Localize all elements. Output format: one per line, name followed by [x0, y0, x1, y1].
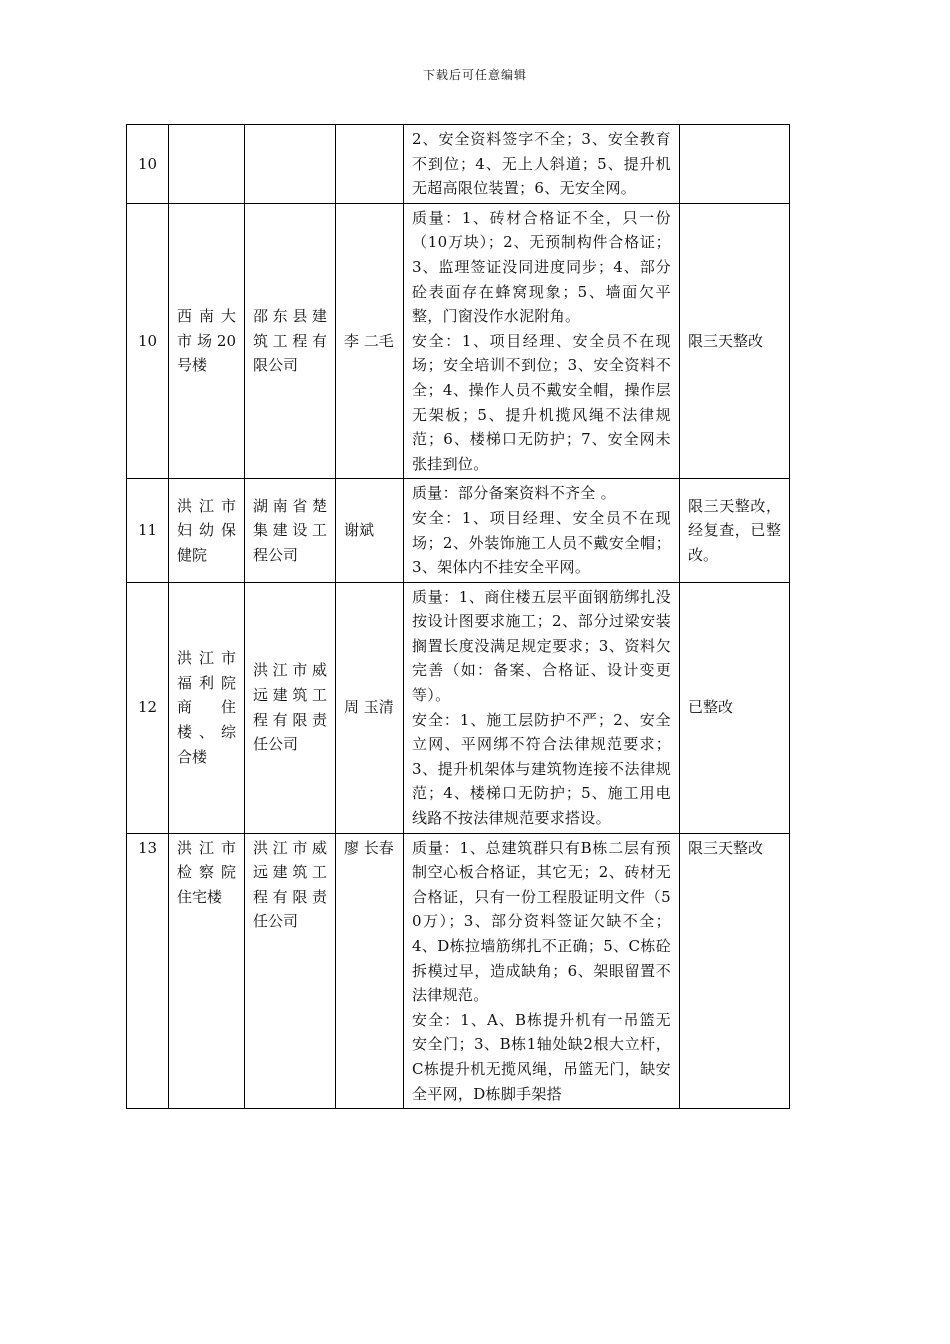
page-header: 下载后可任意编辑 [422, 68, 527, 82]
issue-paragraph: 质量：部分备案资料不齐全 。 [412, 484, 616, 503]
table-row [127, 203, 790, 479]
row-number: 10 [127, 203, 169, 479]
manager-name: 谢斌 [336, 479, 404, 582]
row-number: 10 [127, 125, 169, 204]
rectification-result [680, 125, 790, 204]
company-name: 邵东县建筑工程有限公司 [245, 203, 336, 479]
manager-name: 李 二毛 [336, 203, 404, 479]
issue-paragraph: 安全：1、施工层防护不严；2、安全立网、平网绑不符合法律规范要求；3、提升机架体与建筑物连接不法律规范；4、楼梯口无防护；5、施工用电线路不按法律规范要求搭设。 [412, 710, 671, 828]
issue-paragraph: 安全：1、项目经理、安全员不在现场；2、外装饰施工人员不戴安全帽；3、架体内不挂安全平网。 [412, 508, 671, 577]
manager-name: 廖 长春 [336, 833, 404, 1109]
manager-name: 周 玉清 [336, 582, 404, 833]
company-name [245, 125, 336, 204]
issue-paragraph: 质量：1、砖材合格证不全，只一份（10万块）；2、无预制构件合格证；3、监理签证没同进度同步；4、部分砼表面存在蜂窝现象；5、墙面欠平整，门窗没作水泥附角。 [412, 208, 671, 326]
project-name: 洪江市检察院住宅楼 [169, 833, 245, 1109]
issues-cell [404, 125, 680, 204]
issues-cell [404, 582, 680, 833]
issue-paragraph: 质量：1、商住楼五层平面钢筋绑扎没按设计图要求施工；2、部分过梁安装搁置长度没满足规定要求；3、资料欠完善（如：备案、合格证、设计变更等）。 [412, 587, 671, 705]
company-name: 湖南省楚集建设工程公司 [245, 479, 336, 582]
project-name: 洪江市妇幼保健院 [169, 479, 245, 582]
table-row [127, 833, 790, 1109]
company-name: 洪江市威远建筑工程有限责任公司 [245, 833, 336, 1109]
table-row [127, 479, 790, 582]
table-row [127, 125, 790, 204]
issue-paragraph: 安全：1、A、B栋提升机有一吊篮无安全门；3、B栋1轴处缺2根大立杆，C栋提升机无揽风绳，吊篮无门，缺安全平网，D栋脚手架搭 [412, 1010, 671, 1103]
rectification-result: 已整改 [680, 582, 790, 833]
inspection-table [126, 124, 790, 1109]
table-row [127, 582, 790, 833]
row-number: 13 [127, 833, 169, 1109]
manager-name [336, 125, 404, 204]
issue-paragraph: 安全：1、项目经理、安全员不在现场；安全培训不到位；3、安全资料不全；4、操作人员不戴安全帽，操作层无架板；5、提升机揽风绳不法律规范；6、楼梯口无防护；7、安全网未张挂到位。 [412, 331, 671, 473]
row-number: 12 [127, 582, 169, 833]
project-name: 洪江市福利院商住楼、综合楼 [169, 582, 245, 833]
rectification-result: 限三天整改 [680, 833, 790, 1109]
row-number: 11 [127, 479, 169, 582]
company-name: 洪江市威远建筑工程有限责任公司 [245, 582, 336, 833]
project-name: 西南大市场20号楼 [169, 203, 245, 479]
rectification-result: 限三天整改，经复查，已整改。 [680, 479, 790, 582]
issues-cell [404, 203, 680, 479]
issue-paragraph: 2、安全资料签字不全；3、安全教育不到位；4、无上人斜道；5、提升机无超高限位装置；6、无安全网。 [412, 130, 671, 198]
project-name [169, 125, 245, 204]
issue-paragraph: 质量：1、总建筑群只有B栋二层有预制空心板合格证，其它无；2、砖材无合格证，只有一份工程股证明文件（50万）；3、部分资料签证欠缺不全；4、D栋拉墙筋绑扎不正确；5、C栋砼拆模过早，造成缺角；6、架眼留置不法律规范。 [412, 838, 671, 1005]
issues-cell [404, 479, 680, 582]
issues-cell [404, 833, 680, 1109]
rectification-result: 限三天整改 [680, 203, 790, 479]
